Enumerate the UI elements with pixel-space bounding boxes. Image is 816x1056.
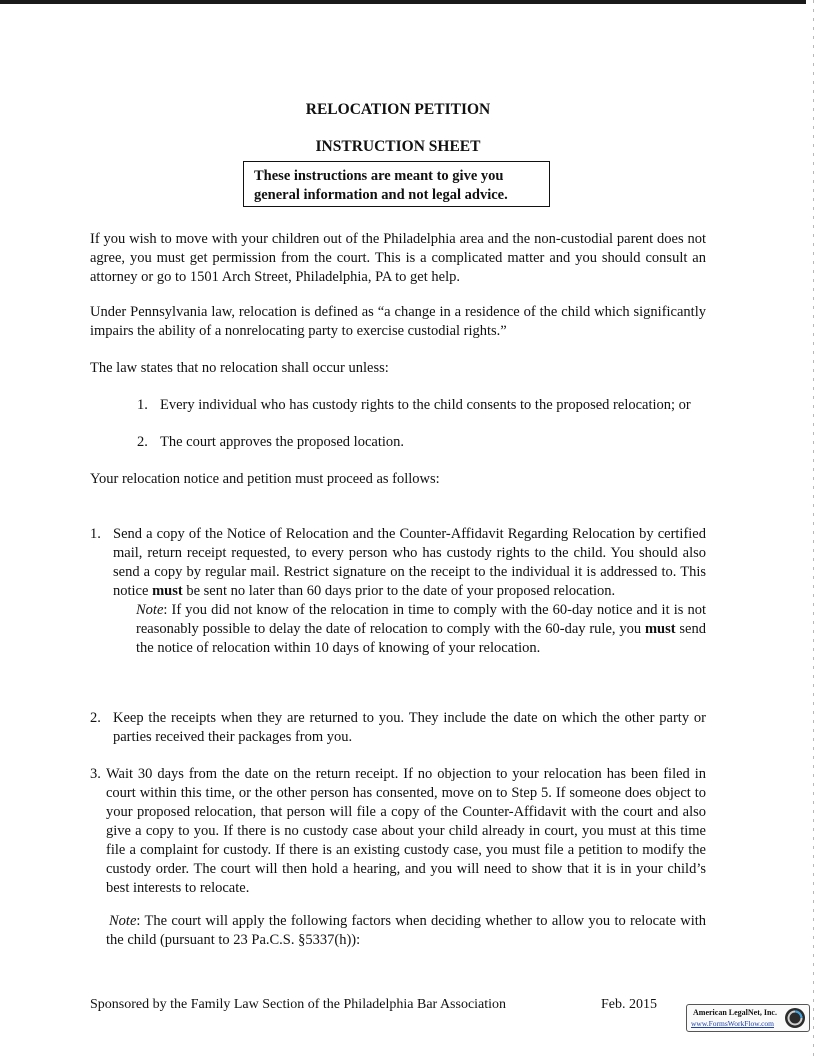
step-1-note — [136, 601, 706, 658]
step-2: Keep the receipts when they are returned to you. They include the date on which the other party or parties received their packages from you. — [113, 710, 706, 745]
step-3-note — [106, 912, 706, 950]
footer-sponsor: Sponsored by the Family Law Section of the Philadelphia Bar Association — [90, 997, 507, 1012]
step-1-note-text-b: send the notice of relocation within 10 days of knowing of your relocation. — [136, 621, 706, 656]
step-1-note-text-a: : If you did not know of the relocation in time to comply with the 60-day notice and it is not reasonably possible to delay the date of relocation to comply with the 60-day rule, you — [136, 602, 706, 637]
intro-paragraph-3: The law states that no relocation shall occur unless: — [90, 360, 389, 376]
disclaimer-box — [243, 161, 550, 207]
badge-company: American LegalNet, Inc. — [693, 1008, 777, 1017]
document-title: RELOCATION PETITION — [305, 101, 491, 118]
note-label: Note — [136, 602, 164, 618]
condition-item: The court approves the proposed location. — [160, 434, 405, 450]
document-subtitle: INSTRUCTION SHEET — [315, 138, 481, 155]
step-1 — [113, 525, 706, 658]
condition-number: 1. — [137, 397, 148, 413]
badge-url[interactable]: www.FormsWorkFlow.com — [691, 1019, 775, 1028]
intro-paragraph-2: Under Pennsylvania law, relocation is defined as “a change in a residence of the child which significantly impairs the ability of a nonrelocating party to exercise custodial rights.” — [90, 304, 706, 339]
step-1-note-emphasis: must — [644, 621, 676, 637]
condition-number: 2. — [137, 434, 148, 450]
note-label: Note — [109, 913, 137, 929]
step-number: 3. — [90, 766, 101, 782]
scan-top-border — [0, 0, 806, 4]
disclaimer-line-1: These instructions are meant to give you — [254, 168, 504, 184]
step-1-text-a: Send a copy of the Notice of Relocation and the Counter-Affidavit Regarding Relocation by certified mail, return receipt requested, to every person who has custody rights to the child. You should also send a copy by regular mail. Restrict signature on the receipt to the individual it is addressed to. This notice — [113, 526, 706, 599]
globe-logo-icon — [784, 1007, 806, 1029]
scan-right-edge — [813, 0, 814, 1056]
step-1-emphasis: must — [152, 583, 183, 599]
forms-workflow-badge[interactable] — [686, 1004, 810, 1032]
intro-paragraph-1: If you wish to move with your children out of the Philadelphia area and the non-custodial parent does not agree, you must get permission from the court. This is a complicated matter and you should consult an attorney or go to 1501 Arch Street, Philadelphia, PA to get help. — [90, 231, 706, 285]
disclaimer-line-2: general information and not legal advice. — [254, 187, 508, 203]
intro-paragraph-4: Your relocation notice and petition must proceed as follows: — [90, 471, 440, 487]
step-3: Wait 30 days from the date on the return receipt. If no objection to your relocation has been filed in court within this time, or the other person has consented, move on to Step 5. If someone does object to your proposed relocation, that person will file a copy of the Counter-Affidavit with the court and also give a copy to you. If there is no custody case about your child already in court, you must at this time file a complaint for custody. If there is an existing custody case, you must file a petition to modify the custody order. The court will then hold a hearing, and you will need to show that it is in your child’s best interests to relocate. — [106, 766, 706, 896]
step-1-text-b: be sent no later than 60 days prior to the date of your proposed relocation. — [186, 583, 616, 599]
footer-date: Feb. 2015 — [601, 997, 657, 1012]
step-3-note-text: : The court will apply the following factors when deciding whether to allow you to relocate with the child (pursuant to 23 Pa.C.S. §5337(h)): — [106, 913, 706, 948]
step-number: 2. — [90, 710, 101, 726]
step-number: 1. — [90, 526, 101, 542]
condition-item: Every individual who has custody rights to the child consents to the proposed relocation; or — [160, 397, 691, 413]
